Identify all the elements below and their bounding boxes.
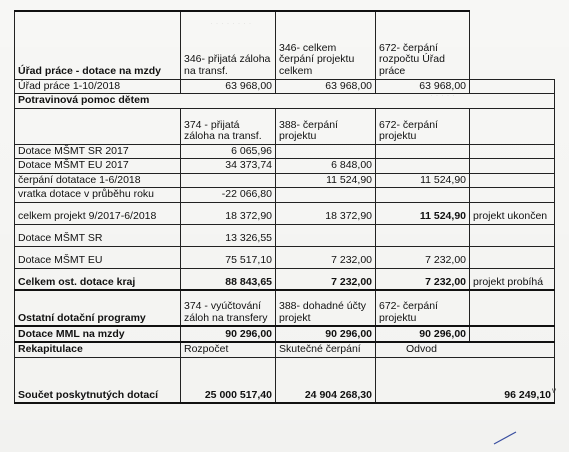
table-row	[15, 144, 555, 159]
recap-title: Rekapitulace	[15, 342, 181, 357]
grants-table	[14, 10, 555, 404]
row-value: 88 843,65	[181, 268, 276, 290]
row-value: 63 968,00	[376, 79, 470, 94]
col-header-672-budget: 672- čerpání rozpočtu Úřad práce	[376, 11, 470, 79]
row-note	[470, 326, 555, 342]
row-value: 7 232,00	[376, 246, 470, 268]
row-value: 18 372,90	[276, 202, 376, 224]
row-label: vratka dotace v průběhu roku	[15, 188, 181, 203]
recap-row	[15, 342, 555, 357]
row-value: 90 296,00	[276, 326, 376, 342]
row-value: 90 296,00	[376, 326, 470, 342]
ghost-text: · · · · · · · ·	[210, 18, 252, 28]
table-row	[15, 326, 555, 342]
header-row-food-aid	[15, 108, 555, 144]
row-note	[470, 224, 555, 246]
row-value: 7 232,00	[276, 246, 376, 268]
col-header-388-project: 388- čerpání projektu	[276, 108, 376, 144]
section-title-food-aid: Potravinová pomoc dětem	[15, 94, 555, 109]
row-value: 11 524,90	[376, 202, 470, 224]
row-label: Dotace MŠMT SR	[15, 224, 181, 246]
row-value: 6 848,00	[276, 159, 376, 174]
col-header-346-total: 346- celkem čerpání projektu celkem	[276, 11, 376, 79]
table-row-grand-total	[15, 357, 555, 403]
row-note: projekt probíhá	[470, 268, 555, 290]
row-note	[470, 188, 555, 203]
row-value: -22 066,80	[181, 188, 276, 203]
row-note	[470, 79, 555, 94]
header-row-other-programs	[15, 290, 555, 326]
row-note: projekt ukončen	[470, 202, 555, 224]
empty-cell	[470, 108, 555, 144]
recap-col-actual: Skutečné čerpání	[276, 342, 376, 357]
col-header-374-settlement: 374 - vyúčtování záloh na transfery	[181, 290, 276, 326]
table-row	[15, 173, 555, 188]
col-header-374-advance: 374 - přijatá záloha na transf.	[181, 108, 276, 144]
col-header-388-accrued: 388- dohadné účty projekt	[276, 290, 376, 326]
row-label: Dotace MML na mzdy	[15, 326, 181, 342]
row-note	[470, 144, 555, 159]
section-title-labor-office: Úřad práce - dotace na mzdy	[15, 11, 181, 79]
row-label: celkem projekt 9/2017-6/2018	[15, 202, 181, 224]
table-row-total-region	[15, 268, 555, 290]
row-note	[470, 173, 555, 188]
row-note	[470, 246, 555, 268]
col-header-672-project: 672- čerpání projektu	[376, 290, 470, 326]
handwritten-mark: v	[552, 386, 556, 395]
row-value: 13 326,55	[181, 224, 276, 246]
total-label: Součet poskytnutých dotací	[15, 357, 181, 403]
row-value	[376, 144, 470, 159]
row-label: Dotace MŠMT EU 2017	[15, 159, 181, 174]
row-note	[470, 159, 555, 174]
row-value	[376, 159, 470, 174]
recap-col-transfer: Odvod	[376, 342, 555, 357]
row-label: Celkem ost. dotace kraj	[15, 268, 181, 290]
pen-tick-icon	[492, 430, 518, 446]
section-title-other-programs: Ostatní dotační programy	[15, 290, 181, 326]
table-row	[15, 188, 555, 203]
row-label: Dotace MŠMT SR 2017	[15, 144, 181, 159]
row-value: 11 524,90	[276, 173, 376, 188]
row-value: 6 065,96	[181, 144, 276, 159]
row-label: Dotace MŠMT EU	[15, 246, 181, 268]
row-label: Úřad práce 1-10/2018	[15, 79, 181, 94]
table-row	[15, 79, 555, 94]
row-value: 11 524,90	[376, 173, 470, 188]
header-row-labor-office	[15, 11, 555, 79]
row-value: 34 373,74	[181, 159, 276, 174]
table-row	[15, 246, 555, 268]
table-row	[15, 224, 555, 246]
row-value: 90 296,00	[181, 326, 276, 342]
row-value: 63 968,00	[276, 79, 376, 94]
empty-cell	[470, 290, 555, 326]
recap-col-budget: Rozpočet	[181, 342, 276, 357]
row-value	[276, 188, 376, 203]
row-value	[376, 188, 470, 203]
row-value: 7 232,00	[376, 268, 470, 290]
section-row-food-aid	[15, 94, 555, 109]
col-header-672-project: 672- čerpání projektu	[376, 108, 470, 144]
table-row	[15, 159, 555, 174]
row-value: 63 968,00	[181, 79, 276, 94]
ghost-text: · · · · ·	[430, 90, 455, 100]
empty-cell	[470, 11, 555, 79]
col-header-346-advance: 346- přijatá záloha na transf.	[181, 11, 276, 79]
row-value	[276, 144, 376, 159]
row-value	[276, 224, 376, 246]
table-row	[15, 202, 555, 224]
row-value	[181, 173, 276, 188]
row-value: 7 232,00	[276, 268, 376, 290]
row-value: 18 372,90	[181, 202, 276, 224]
empty-cell	[15, 108, 181, 144]
total-transfer: 96 249,10	[376, 357, 555, 403]
row-value: 75 517,10	[181, 246, 276, 268]
row-value	[376, 224, 470, 246]
row-label: čerpání dotatace 1-6/2018	[15, 173, 181, 188]
total-budget: 25 000 517,40	[181, 357, 276, 403]
total-actual: 24 904 268,30	[276, 357, 376, 403]
